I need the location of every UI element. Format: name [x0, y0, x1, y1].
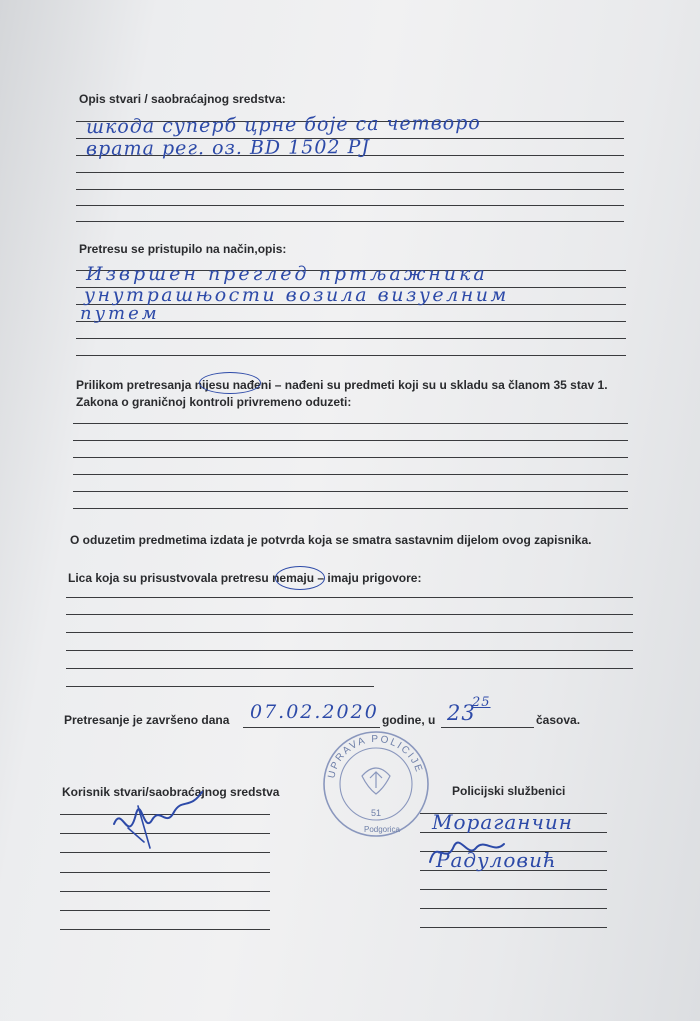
objections-label: Lica koja su prisustvovala pretresu nemaju – imaju prigovore:	[68, 571, 422, 585]
signature-line	[60, 872, 270, 873]
ruled-line	[76, 172, 624, 173]
ruled-line	[66, 614, 633, 615]
signature-line	[420, 927, 607, 928]
ruled-line	[76, 189, 624, 190]
vehicle-user-signature-label: Korisnik stvari/saobraćajnog sredstva	[62, 785, 280, 799]
stamp-ring-text: UPRAVA POLICIJE	[326, 733, 425, 780]
officer-signature-name: Мораганчин	[432, 810, 573, 834]
signature-line	[420, 889, 607, 890]
handwritten-search-method-line: унутрашњости возила визуелним	[84, 284, 509, 306]
ruled-line	[73, 491, 628, 492]
ruled-line	[66, 650, 633, 651]
handwritten-vehicle-registration: врата рег. oз. BD 1502 PJ	[85, 136, 371, 160]
border-control-law-text: Zakona o graničnoj kontroli privremeno oduzeti:	[76, 395, 352, 409]
ruled-line	[66, 597, 633, 598]
ruled-line	[76, 205, 624, 206]
vehicle-user-signature	[108, 784, 208, 854]
ruled-line	[66, 686, 374, 687]
completion-prefix: Pretresanje je završeno dana	[64, 713, 230, 727]
handwritten-time-hour: 23	[447, 701, 476, 725]
search-method-label: Pretresu se pristupilo na način,opis:	[79, 242, 287, 256]
completion-suffix: časova.	[536, 713, 581, 727]
ruled-line	[73, 474, 628, 475]
handwritten-date: 07.02.2020	[250, 701, 379, 723]
ruled-line	[76, 355, 626, 356]
ruled-line	[76, 221, 624, 222]
coat-of-arms-icon	[362, 768, 390, 794]
handwritten-search-method-line: Извршен преглед пртљажника	[86, 263, 488, 285]
search-findings-text: Prilikom pretresanja nijesu nađeni – nađeni su predmeti koji su u skladu sa članom 35 stav 1.	[76, 378, 608, 392]
ruled-line	[76, 338, 626, 339]
ruled-line	[73, 508, 628, 509]
officer-signature-name: Радуловић	[436, 848, 557, 872]
handwritten-vehicle-description: шкода суперб црне боје са четворо	[85, 111, 481, 139]
police-stamp	[320, 728, 432, 840]
circled-not-found	[199, 372, 261, 394]
ruled-line	[73, 457, 628, 458]
time-underline	[441, 727, 534, 728]
signature-line	[60, 929, 270, 930]
confirmation-issued-text: O oduzetim predmetima izdata je potvrda koja se smatra sastavnim dijelom ovog zapisnika.	[70, 533, 592, 547]
signature-line	[420, 908, 607, 909]
ruled-line	[66, 632, 633, 633]
stamp-number: 51	[370, 808, 382, 818]
signature-line	[60, 891, 270, 892]
circled-no-objections	[275, 566, 325, 590]
ruled-line	[73, 440, 628, 441]
police-officers-signature-label: Policijski službenici	[452, 784, 566, 798]
handwritten-search-method-line: путем	[80, 303, 160, 324]
ruled-line	[73, 423, 628, 424]
completion-middle: godine, u	[382, 713, 436, 727]
ruled-line	[66, 668, 633, 669]
handwritten-time-minute: 25	[472, 695, 491, 710]
signature-line	[60, 910, 270, 911]
stamp-city: Podgorica	[363, 825, 401, 834]
item-description-label: Opis stvari / saobraćajnog sredstva:	[79, 92, 286, 106]
